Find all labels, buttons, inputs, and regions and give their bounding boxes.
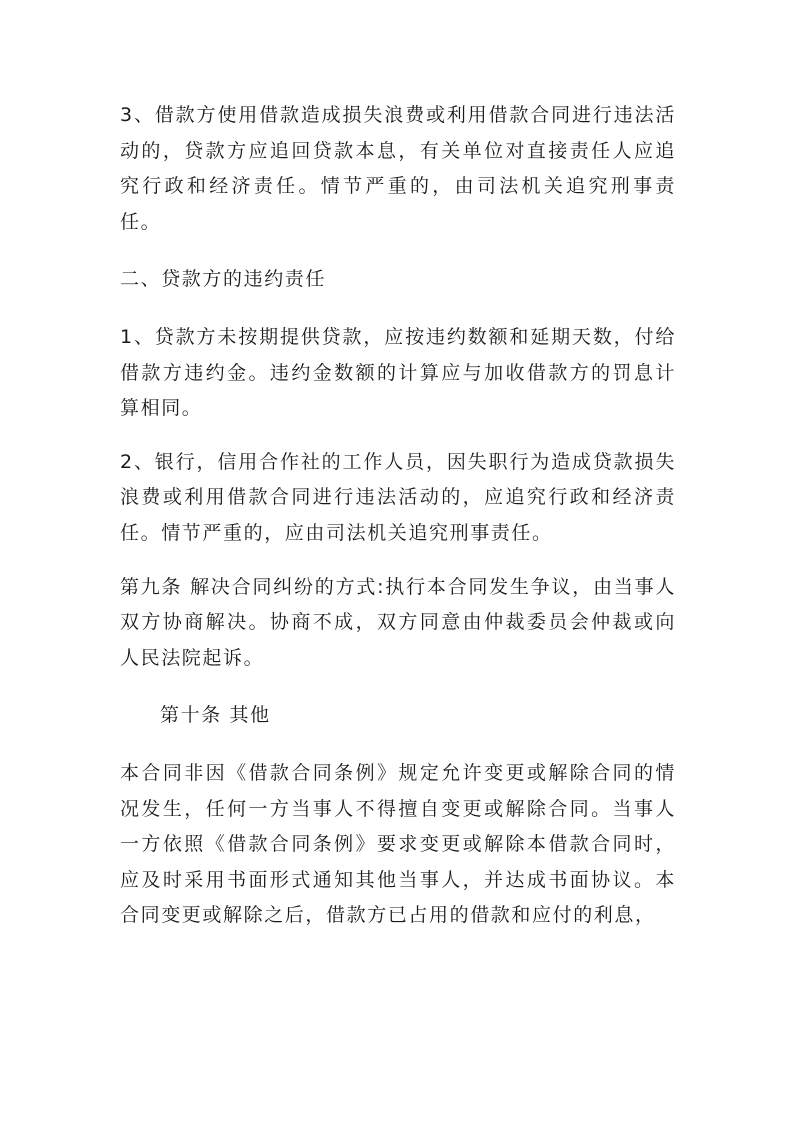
- document-body: [120, 98, 676, 934]
- heading-article-10: 第十条 其他: [160, 704, 271, 727]
- paragraph-borrower-misuse-liability: 3、借款方使用借款造成损失浪费或利用借款合同进行违法活动的，贷款方应追回贷款本息，有关单位对直接责任人应追究行政和经济责任。情节严重的，由司法机关追究刑事责任。: [120, 104, 676, 233]
- section-heading-lender-liability: 二、贷款方的违约责任: [120, 268, 327, 291]
- paragraph-article-9-disputes: 第九条 解决合同纠纷的方式:执行本合同发生争议，由当事人双方协商解决。协商不成，双方同意由仲裁委员会仲裁或向人民法院起诉。: [120, 575, 676, 669]
- paragraph-bank-staff-liability: 2、银行，信用合作社的工作人员，因失职行为造成贷款损失浪费或利用借款合同进行违法活动的，应追究行政和经济责任。情节严重的，应由司法机关追究刑事责任。: [120, 450, 676, 544]
- paragraph-article-10-other: 本合同非因《借款合同条例》规定允许变更或解除合同的情况发生，任何一方当事人不得擅自变更或解除合同。当事人一方依照《借款合同条例》要求变更或解除本借款合同时，应及时采用书面形式通知其他当事人，并达成书面协议。本合同变更或解除之后，借款方已占用的借款和应付的利息，: [120, 761, 676, 927]
- paragraph-lender-late-loan: 1、贷款方未按期提供贷款，应按违约数额和延期天数，付给借款方违约金。违约金数额的计算应与加收借款方的罚息计算相同。: [120, 325, 676, 420]
